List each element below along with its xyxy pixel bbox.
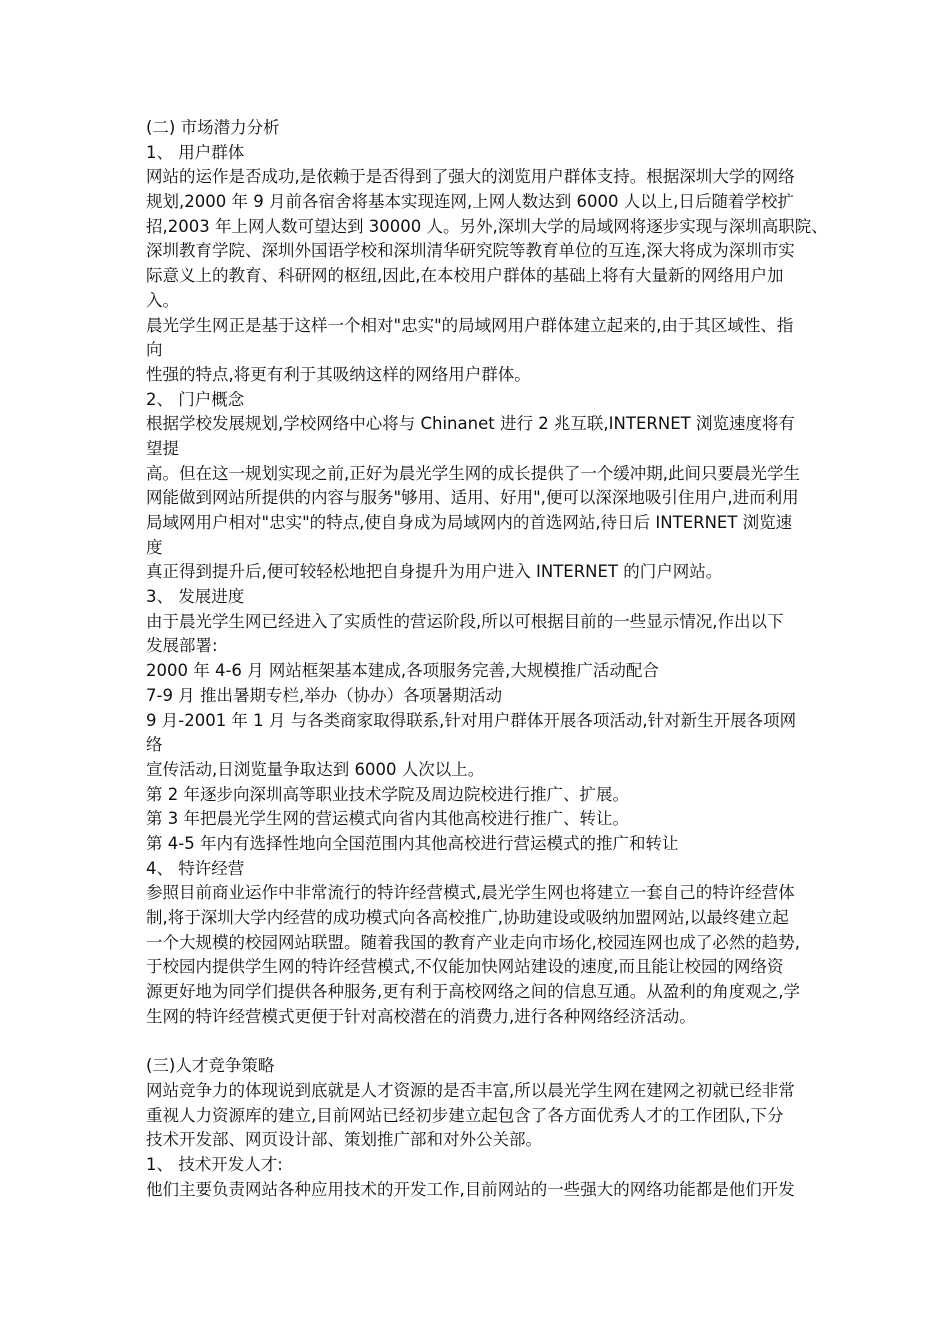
- text-line: 源更好地为同学们提供各种服务,更有利于高校网络之间的信息互通。从盈利的角度观之,学: [146, 982, 800, 1002]
- text-line: 望提: [146, 438, 179, 458]
- text-line: 9 月-2001 年 1 月 与各类商家取得联系,针对用户群体开展各项活动,针对新生开展各项网: [146, 710, 797, 730]
- text-line: 重视人力资源库的建立,目前网站已经初步建立起包含了各方面优秀人才的工作团队,下分: [146, 1105, 784, 1125]
- text-line: 局域网用户相对"忠实"的特点,使自身成为局域网内的首选网站,待日后 INTERNET 浏览速: [146, 513, 793, 532]
- text-line: (二) 市场潜力分析: [146, 118, 280, 137]
- text-line: 他们主要负责网站各种应用技术的开发工作,目前网站的一些强大的网络功能都是他们开发: [146, 1179, 795, 1199]
- text-line: 度: [146, 537, 163, 557]
- text-line: 2000 年 4-6 月 网站框架基本建成,各项服务完善,大规模推广活动配合: [146, 661, 659, 681]
- text-line: 第 3 年把晨光学生网的营运模式向省内其他高校进行推广、转让。: [146, 809, 629, 829]
- text-line: 第 4-5 年内有选择性地向全国范围内其他高校进行营运模式的推广和转让: [146, 833, 679, 853]
- text-line: 网站竞争力的体现说到底就是人才资源的是否丰富,所以晨光学生网在建网之初就已经非常: [146, 1080, 795, 1100]
- text-line: 招,2003 年上网人数可望达到 30000 人。另外,深圳大学的局域网将逐步实现与深圳高职院、: [146, 216, 828, 236]
- text-line: 由于晨光学生网已经进入了实质性的营运阶段,所以可根据目前的一些显示情况,作出以下: [146, 611, 784, 631]
- text-line: 技术开发部、网页设计部、策划推广部和对外公关部。: [146, 1130, 542, 1150]
- document-body: [146, 116, 826, 1202]
- text-line: 络: [146, 735, 163, 755]
- text-line: 高。但在这一规划实现之前,正好为晨光学生网的成长提供了一个缓冲期,此间只要晨光学生: [146, 463, 800, 483]
- text-line: 网能做到网站所提供的内容与服务"够用、适用、好用",便可以深深地吸引住用户,进而利用: [146, 488, 799, 508]
- text-line: 入。: [146, 290, 179, 310]
- text-line: 宣传活动,日浏览量争取达到 6000 人次以上。: [146, 759, 485, 779]
- text-line: 性强的特点,将更有利于其吸纳这样的网络用户群体。: [146, 364, 531, 384]
- text-line: (三)人才竞争策略: [146, 1056, 275, 1076]
- text-line: 向: [146, 340, 163, 360]
- text-line: 深圳教育学院、深圳外国语学校和深圳清华研究院等教育单位的互连,深大将成为深圳市实: [146, 241, 795, 261]
- text-line: 网站的运作是否成功,是依赖于是否得到了强大的浏览用户群体支持。根据深圳大学的网络: [146, 167, 795, 187]
- text-line: 1、 用户群体: [146, 142, 245, 162]
- text-line: 一个大规模的校园网站联盟。随着我国的教育产业走向市场化,校园连网也成了必然的趋势,: [146, 932, 800, 952]
- text-line: 1、 技术开发人才:: [146, 1154, 283, 1174]
- text-line: 参照目前商业运作中非常流行的特许经营模式,晨光学生网也将建立一套自己的特许经营体: [146, 883, 795, 903]
- text-line: 晨光学生网正是基于这样一个相对"忠实"的局域网用户群体建立起来的,由于其区域性、指: [146, 315, 794, 335]
- text-line: 于校园内提供学生网的特许经营模式,不仅能加快网站建设的速度,而且能让校园的网络资: [146, 957, 784, 977]
- blank-line: [146, 1029, 826, 1054]
- text-line: 发展部署:: [146, 636, 218, 656]
- text-line: 规划,2000 年 9 月前各宿舍将基本实现连网,上网人数达到 6000 人以上,日后随着学校扩: [146, 192, 794, 212]
- text-line: 3、 发展进度: [146, 587, 245, 607]
- text-line: 2、 门户概念: [146, 389, 245, 409]
- text-line: 真正得到提升后,便可较轻松地把自身提升为用户进入 INTERNET 的门户网站。: [146, 562, 723, 582]
- text-line: 第 2 年逐步向深圳高等职业技术学院及周边院校进行推广、扩展。: [146, 784, 629, 804]
- text-line: 制,将于深圳大学内经营的成功模式向各高校推广,协助建设或吸纳加盟网站,以最终建立起: [146, 908, 789, 927]
- text-line: 际意义上的教育、科研网的枢纽,因此,在本校用户群体的基础上将有大量新的网络用户加: [146, 266, 784, 286]
- text-line: 生网的特许经营模式更便于针对高校潜在的消费力,进行各种网络经济活动。: [146, 1006, 696, 1026]
- text-line: 根据学校发展规划,学校网络中心将与 Chinanet 进行 2 兆互联,INTERNET 浏览速度将有: [146, 414, 795, 434]
- text-line: 4、 特许经营: [146, 858, 245, 878]
- text-line: 7-9 月 推出暑期专栏,举办（协办）各项暑期活动: [146, 685, 503, 705]
